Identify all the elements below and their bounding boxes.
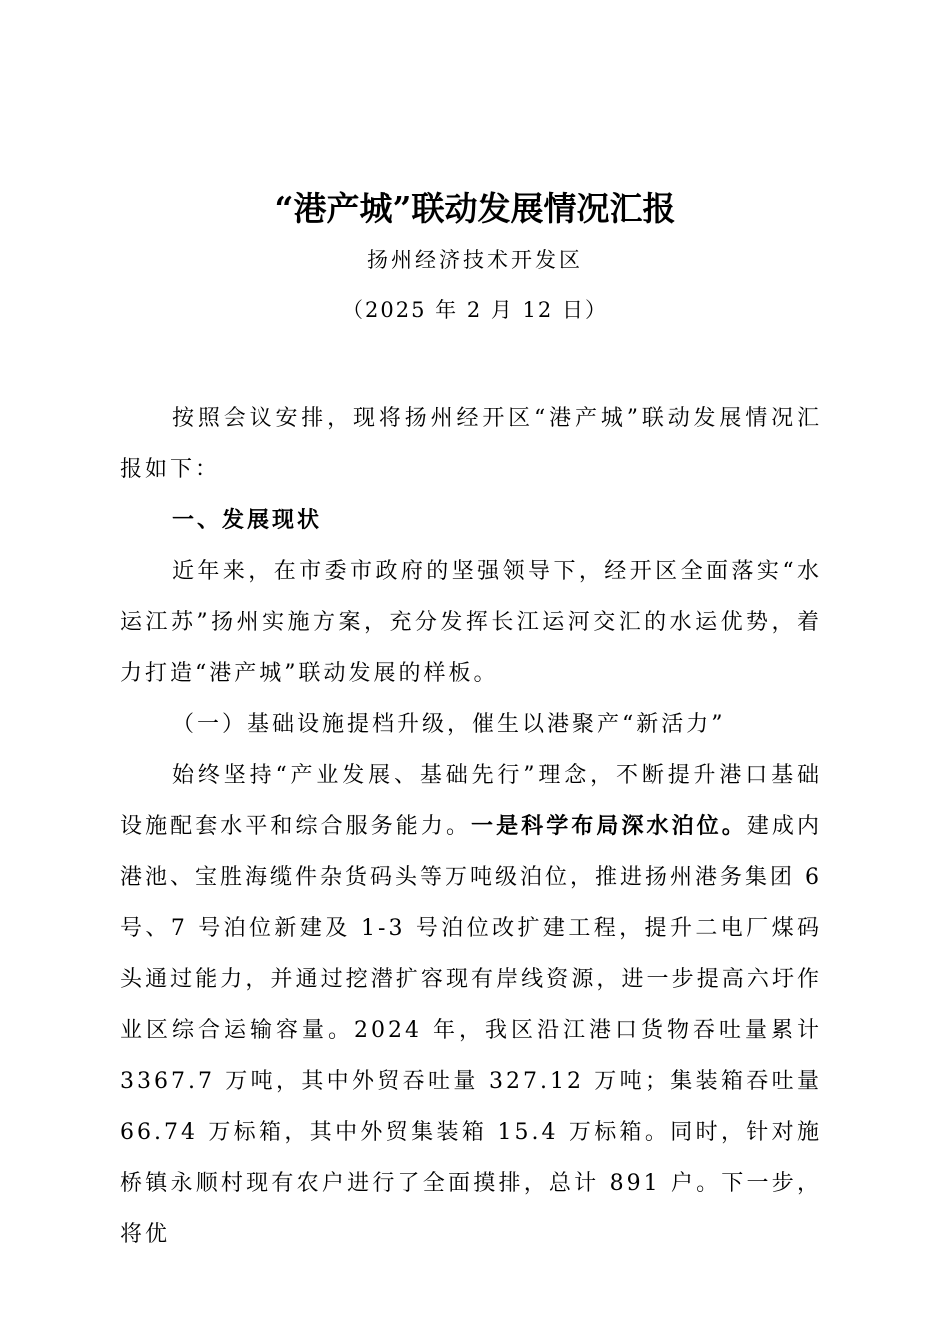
document-date: （2025 年 2 月 12 日） (342, 298, 608, 322)
subsection-paragraph (120, 750, 822, 1260)
subsection-paragraph-rest: 建成内港池、宝胜海缆件杂货码头等万吨级泊位，推进扬州港务集团 6 号、7 号泊位新建及 1-3 号泊位改扩建工程，提升二电厂煤码头通过能力，并通过挖潜扩容现有岸线资源，进一步提高六圩作业区综合运输容量。2024 年，我区沿江港口货物吞吐量累计 3367.7 万吨，其中外贸吞吐量 327.12 万吨；集装箱吞吐量 66.74 万标箱，其中外贸集装箱 15.4 万标箱。同时，针对施桥镇永顺村现有农户进行了全面摸排，总计 891 户。下一步，将优 (120, 814, 822, 1247)
section-heading: 一、发展现状 (172, 508, 323, 533)
document-body (120, 393, 822, 1260)
intro-paragraph: 按照会议安排，现将扬州经开区“港产城”联动发展情况汇报如下： (120, 406, 822, 482)
section-paragraph: 近年来，在市委市政府的坚强领导下，经开区全面落实“水运江苏”扬州实施方案，充分发挥长江运河交汇的水运优势，着力打造“港产城”联动发展的样板。 (120, 559, 822, 686)
subsection-heading: （一）基础设施提档升级，催生以港聚产“新活力” (172, 712, 726, 737)
organization-name: 扬州经济技术开发区 (367, 248, 583, 272)
document-title: “港产城”联动发展情况汇报 (274, 189, 676, 228)
subsection-paragraph-start: 始终坚持“产业发展、基础先行”理念，不断提升港口基础设施配套水平和综合服务能力。 (120, 763, 822, 839)
bold-key-point: 一是科学布局深水泊位。 (471, 814, 747, 839)
